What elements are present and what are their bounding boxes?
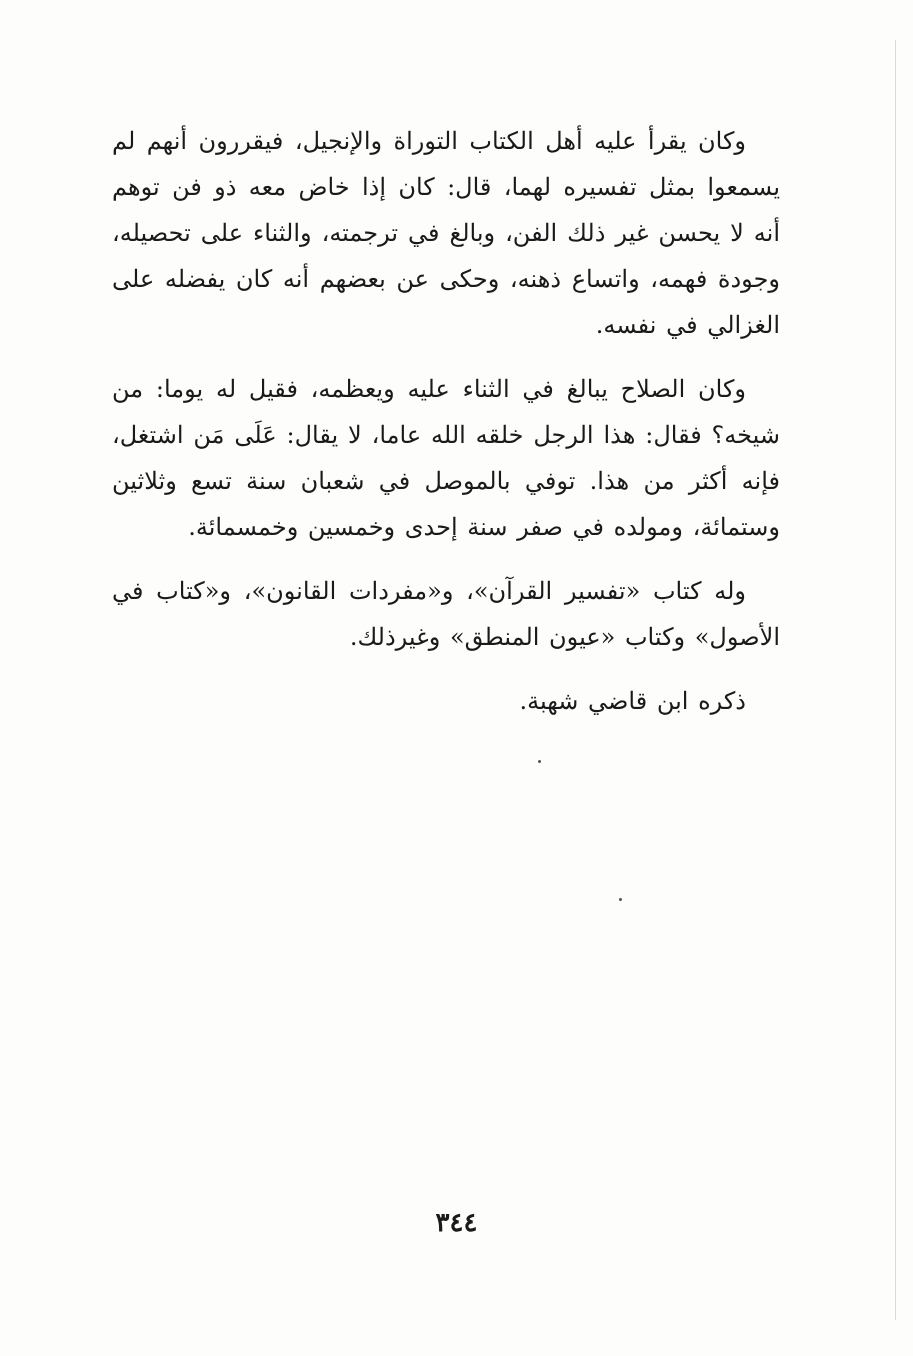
paragraph-2: وكان الصلاح يبالغ في الثناء عليه ويعظمه، فقيل له يوما: من شيخه؟ فقال: هذا الرجل خلقه الله عاما، لا يقال: عَلَى مَن اشتغل، فإنه أكثر من هذا. توفي بالموصل في شعبان سنة تسع وثلاثين وستمائة، ومولده في صفر سنة إحدى وخمسين وخمسمائة.	[112, 375, 780, 541]
paragraph-4: ذكره ابن قاضي شهبة.	[519, 687, 746, 715]
paragraph-3: وله كتاب «تفسير القرآن»، و«مفردات القانون»، و«كتاب في الأصول» وكتاب «عيون المنطق» وغيرذلك.	[112, 577, 780, 651]
scan-speck	[538, 760, 541, 763]
scan-speck	[619, 898, 622, 901]
paragraph-1: وكان يقرأ عليه أهل الكتاب التوراة والإنجيل، فيقررون أنهم لم يسمعوا بمثل تفسيره لهما، قال: كان إذا خاض معه ذو فن توهم أنه لا يحسن غير ذلك الفن، وبالغ في ترجمته، والثناء على تحصيله، وجودة فهمه، واتساع ذهنه، وحكى عن بعضهم أنه كان يفضله على الغزالي في نفسه.	[112, 127, 781, 339]
scan-edge-line	[895, 40, 896, 1320]
page-number: ٣٤٤	[435, 1208, 478, 1238]
body-text	[112, 118, 780, 724]
